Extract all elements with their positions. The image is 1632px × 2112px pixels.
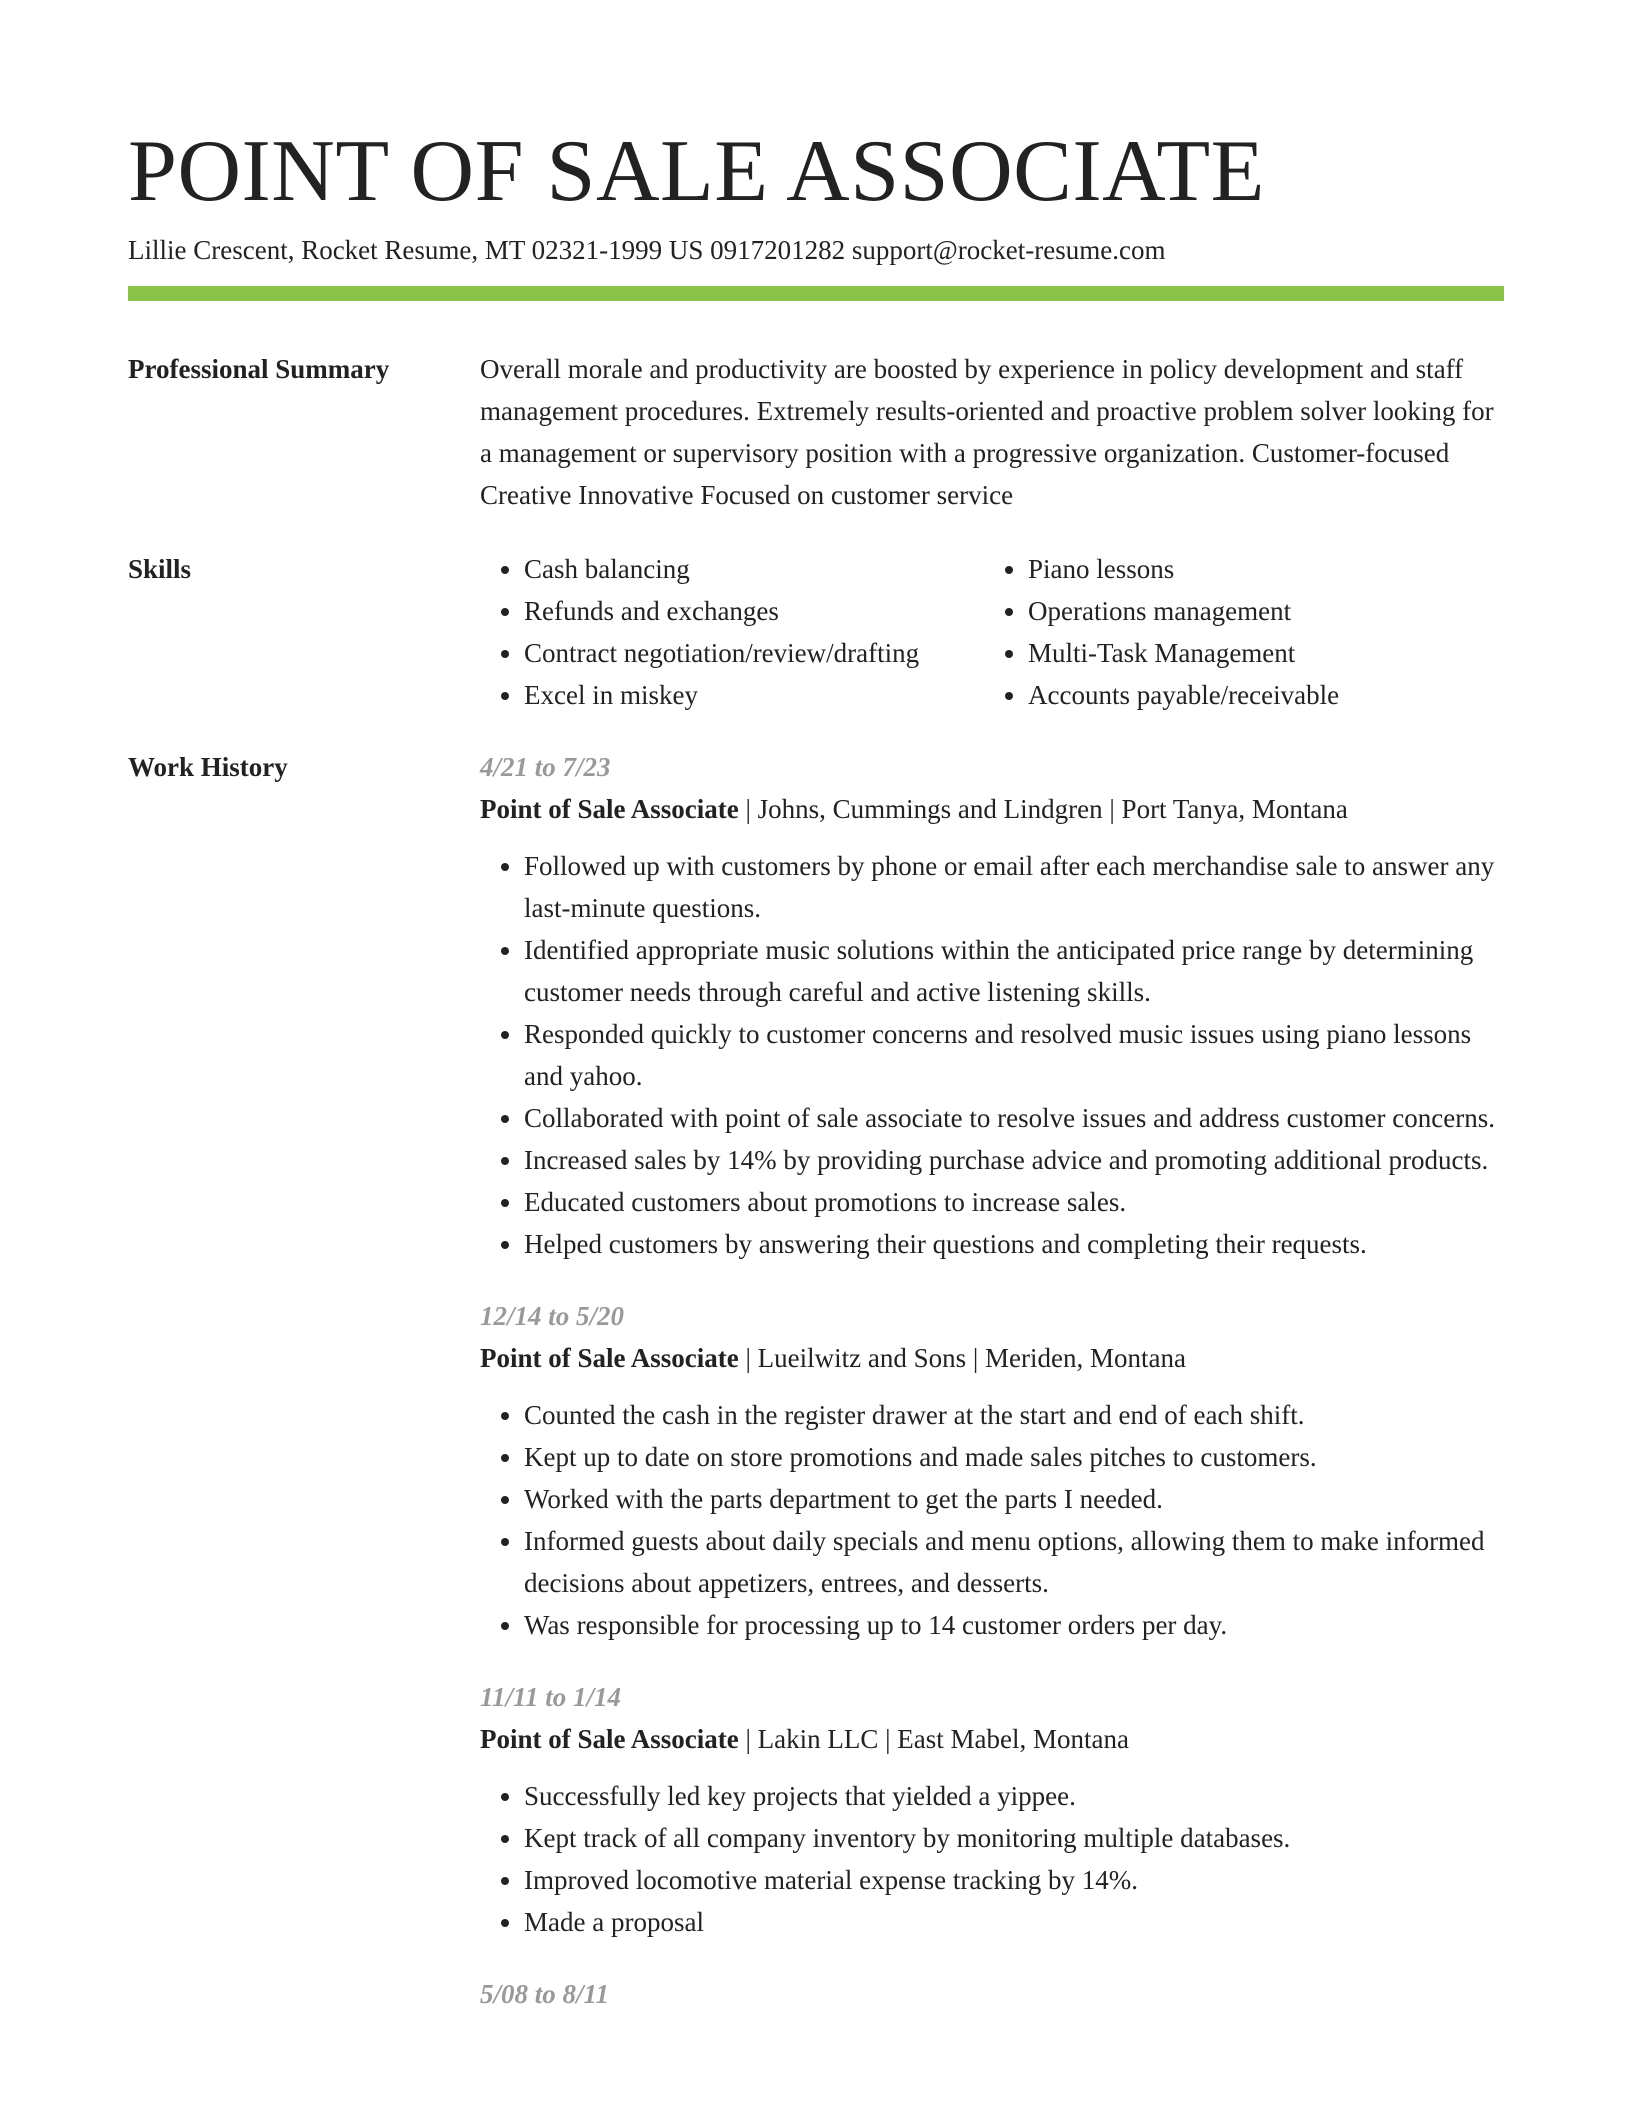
- summary-heading: Professional Summary: [128, 354, 390, 384]
- job-dates: 5/08 to 8/11: [480, 1979, 610, 2009]
- contact-line: Lillie Crescent, Rocket Resume, MT 02321-1999 US 0917201282 support@rocket-resume.com: [128, 235, 1166, 265]
- work-history-heading: Work History: [128, 752, 288, 782]
- job-header: [480, 1718, 1504, 1760]
- skills-column-2: [984, 548, 1488, 716]
- job-title: Point of Sale Associate: [480, 1343, 739, 1373]
- skills-heading: Skills: [128, 554, 192, 584]
- job-separator: |: [1102, 794, 1122, 824]
- job-company: Lueilwitz and Sons: [757, 1343, 967, 1373]
- skill-item: • Operations management: [1028, 590, 1488, 632]
- job-company: Lakin LLC: [757, 1724, 879, 1754]
- job-location: Port Tanya, Montana: [1121, 794, 1348, 824]
- header-divider: [128, 286, 1504, 301]
- job-title: Point of Sale Associate: [480, 794, 739, 824]
- job-entry: [480, 1973, 1504, 2015]
- job-bullet: • Helped customers by answering their questions and completing their requests.: [524, 1223, 1504, 1265]
- job-bullet: • Successfully led key projects that yielded a yippee.: [524, 1775, 1504, 1817]
- job-bullets: [480, 1394, 1504, 1646]
- job-bullet: • Worked with the parts department to get the parts I needed.: [524, 1478, 1504, 1520]
- job-bullet: • Informed guests about daily specials and menu options, allowing them to make informed decisions about appetizers, entrees, and desserts.: [524, 1520, 1504, 1604]
- job-bullet: • Responded quickly to customer concerns and resolved music issues using piano lessons and yahoo.: [524, 1013, 1504, 1097]
- job-header: [480, 1337, 1504, 1379]
- job-bullet: • Followed up with customers by phone or email after each merchandise sale to answer any last-minute questions.: [524, 845, 1504, 929]
- job-dates: 12/14 to 5/20: [480, 1301, 625, 1331]
- job-bullet: • Made a proposal: [524, 1901, 1504, 1943]
- job-separator: |: [966, 1343, 986, 1373]
- job-location: Meriden, Montana: [985, 1343, 1186, 1373]
- job-bullet: • Educated customers about promotions to increase sales.: [524, 1181, 1504, 1223]
- job-dates: 4/21 to 7/23: [480, 752, 611, 782]
- skill-item: • Contract negotiation/review/drafting: [524, 632, 984, 674]
- skill-item: • Excel in miskey: [524, 674, 984, 716]
- summary-text: Overall morale and productivity are boosted by experience in policy development and staff management procedures. Extremely results-oriented and proactive problem solver looking for a management or supervisory position with a progressive organization. Customer-focused Creative Innovative Focused on customer service: [480, 354, 1494, 510]
- job-bullets: [480, 845, 1504, 1265]
- job-bullet: • Counted the cash in the register drawer at the start and end of each shift.: [524, 1394, 1504, 1436]
- skill-item: • Cash balancing: [524, 548, 984, 590]
- skill-item: • Multi-Task Management: [1028, 632, 1488, 674]
- job-entry: [480, 1295, 1504, 1646]
- job-dates: 11/11 to 1/14: [480, 1682, 622, 1712]
- job-bullet: • Kept track of all company inventory by monitoring multiple databases.: [524, 1817, 1504, 1859]
- job-separator: |: [878, 1724, 898, 1754]
- skill-item: • Piano lessons: [1028, 548, 1488, 590]
- job-title: Point of Sale Associate: [480, 1724, 739, 1754]
- skills-column-1: [480, 548, 984, 716]
- job-separator: |: [738, 1724, 758, 1754]
- job-company: Johns, Cummings and Lindgren: [757, 794, 1103, 824]
- resume-name: POINT OF SALE ASSOCIATE: [128, 123, 1265, 220]
- job-entry: [480, 1676, 1504, 1943]
- job-entry: [480, 746, 1504, 1265]
- job-bullet: • Kept up to date on store promotions and made sales pitches to customers.: [524, 1436, 1504, 1478]
- job-header: [480, 788, 1504, 830]
- job-separator: |: [738, 1343, 758, 1373]
- job-bullet: • Improved locomotive material expense tracking by 14%.: [524, 1859, 1504, 1901]
- skill-item: • Refunds and exchanges: [524, 590, 984, 632]
- job-bullet: • Collaborated with point of sale associate to resolve issues and address customer concerns.: [524, 1097, 1504, 1139]
- job-location: East Mabel, Montana: [897, 1724, 1129, 1754]
- job-bullets: [480, 1775, 1504, 1943]
- job-bullet: • Increased sales by 14% by providing purchase advice and promoting additional products.: [524, 1139, 1504, 1181]
- skill-item: • Accounts payable/receivable: [1028, 674, 1488, 716]
- job-bullet: • Was responsible for processing up to 14 customer orders per day.: [524, 1604, 1504, 1646]
- job-bullet: • Identified appropriate music solutions within the anticipated price range by determining customer needs through careful and active listening skills.: [524, 929, 1504, 1013]
- job-separator: |: [738, 794, 758, 824]
